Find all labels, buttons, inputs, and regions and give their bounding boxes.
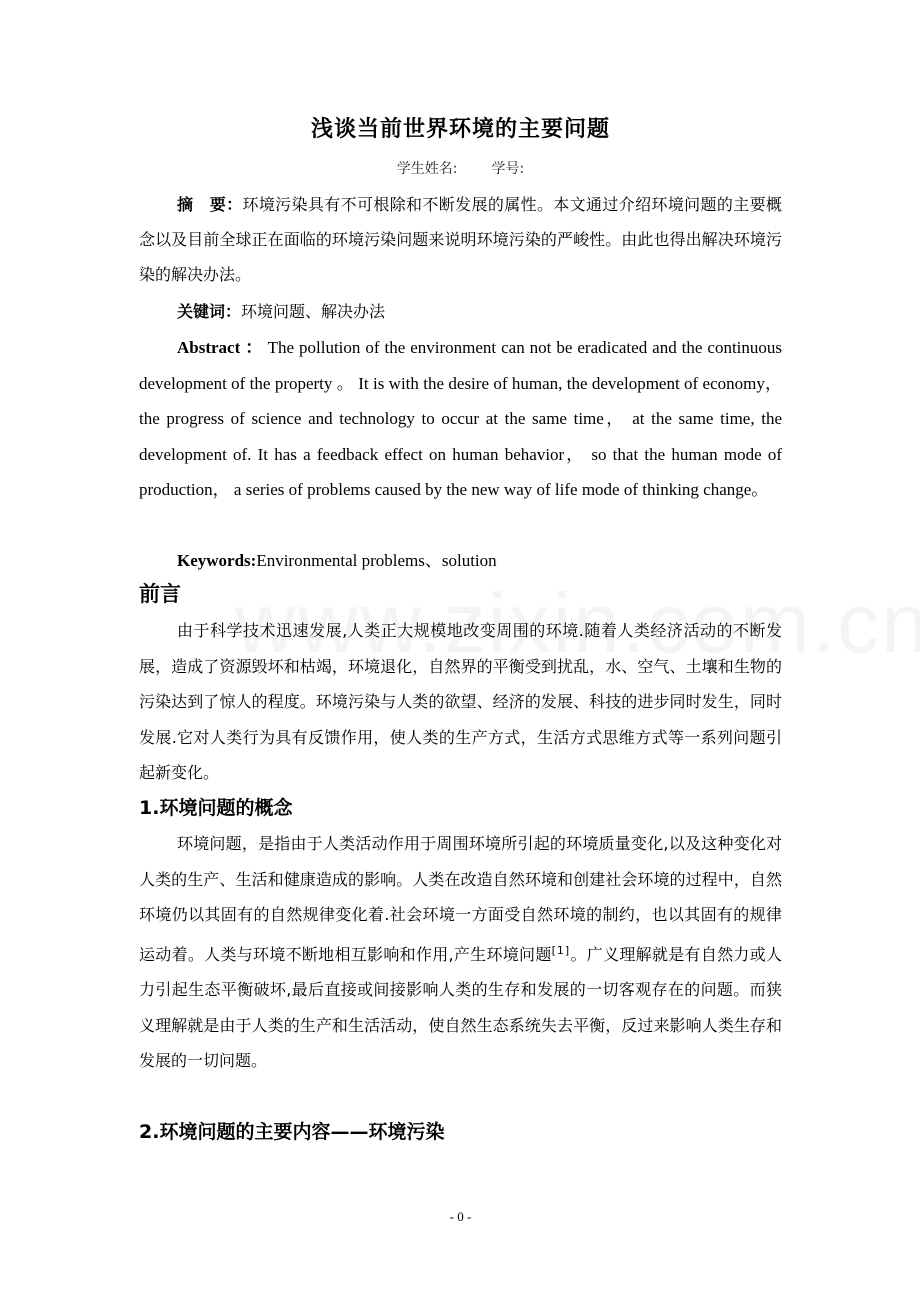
document-page <box>139 0 782 1302</box>
page-title: 浅谈当前世界环境的主要问题 <box>310 117 610 142</box>
keywords-en-text: Environmental problems、solution <box>256 551 497 570</box>
abstract-en-text: The pollution of the environment can not be eradicated and the continuous development of the property 。 It is with the desire of human, the development of economy， the progress of science and technology to occur at the same time， at the same time, the development of. It has a feedback effect on human behavior， so that the human mode of production， a series of problems caused by the new way of life mode of thinking change。 <box>139 338 783 499</box>
heading-section-1: 1.环境问题的概念 <box>139 797 293 819</box>
page-number: - 0 - <box>449 1209 472 1224</box>
keywords-cn-text: 环境问题、解决办法 <box>241 302 386 321</box>
keywords-en <box>139 543 782 579</box>
student-id-label: 学号: <box>491 161 525 177</box>
section-1-body <box>139 826 782 1079</box>
heading-section-2: 2.环境问题的主要内容——环境污染 <box>139 1121 445 1143</box>
author-meta <box>139 158 782 180</box>
preface-text: 由于科学技术迅速发展,人类正大规模地改变周围的环境.随着人类经济活动的不断发展，造成了资源毁坏和枯竭，环境退化，自然界的平衡受到扰乱，水、空气、土壤和生物的污染达到了惊人的程度。环境污染与人类的欲望、经济的发展、科技的进步同时发生，同时发展.它对人类行为具有反馈作用，使人类的生产方式，生活方式思维方式等一系列问题引起新变化。 <box>139 621 782 782</box>
keywords-cn <box>139 294 782 329</box>
keywords-en-label: Keywords: <box>177 551 257 570</box>
section-1-text-a: 环境问题，是指由于人类活动作用于周围环境所引起的环境质量变化,以及这种变化对人类的生产、生活和健康造成的影响。人类在改造自然环境和创建社会环境的过程中，自然环境仍以其固有的自然规律变化着.社会环境一方面受自然环境的制约，也以其固有的规律运动着。人类与环境不断地相互影响和作用,产生环境问题 <box>139 834 782 964</box>
heading-preface: 前言 <box>139 582 181 606</box>
abstract-en-label: Abstract ： <box>177 338 263 357</box>
citation-ref: [1] <box>551 943 571 957</box>
abstract-cn <box>139 187 782 292</box>
keywords-cn-label: 关键词： <box>177 302 242 321</box>
abstract-cn-label: 摘 要： <box>177 195 243 214</box>
student-name-label: 学生姓名: <box>396 161 458 177</box>
preface-body <box>139 613 782 791</box>
abstract-cn-text: 环境污染具有不可根除和不断发展的属性。本文通过介绍环境问题的主要概念以及目前全球正在面临的环境污染问题来说明环境污染的严峻性。由此也得出解决环境污染的解决办法。 <box>139 195 782 284</box>
abstract-en <box>139 330 782 508</box>
section-1-text-b: 。广义理解就是有自然力或人力引起生态平衡破坏,最后直接或间接影响人类的生存和发展的一切客观存在的问题。而狭义理解就是由于人类的生产和生活活动，使自然生态系统失去平衡，反过来影响人类生存和发展的一切问题。 <box>139 944 782 1070</box>
